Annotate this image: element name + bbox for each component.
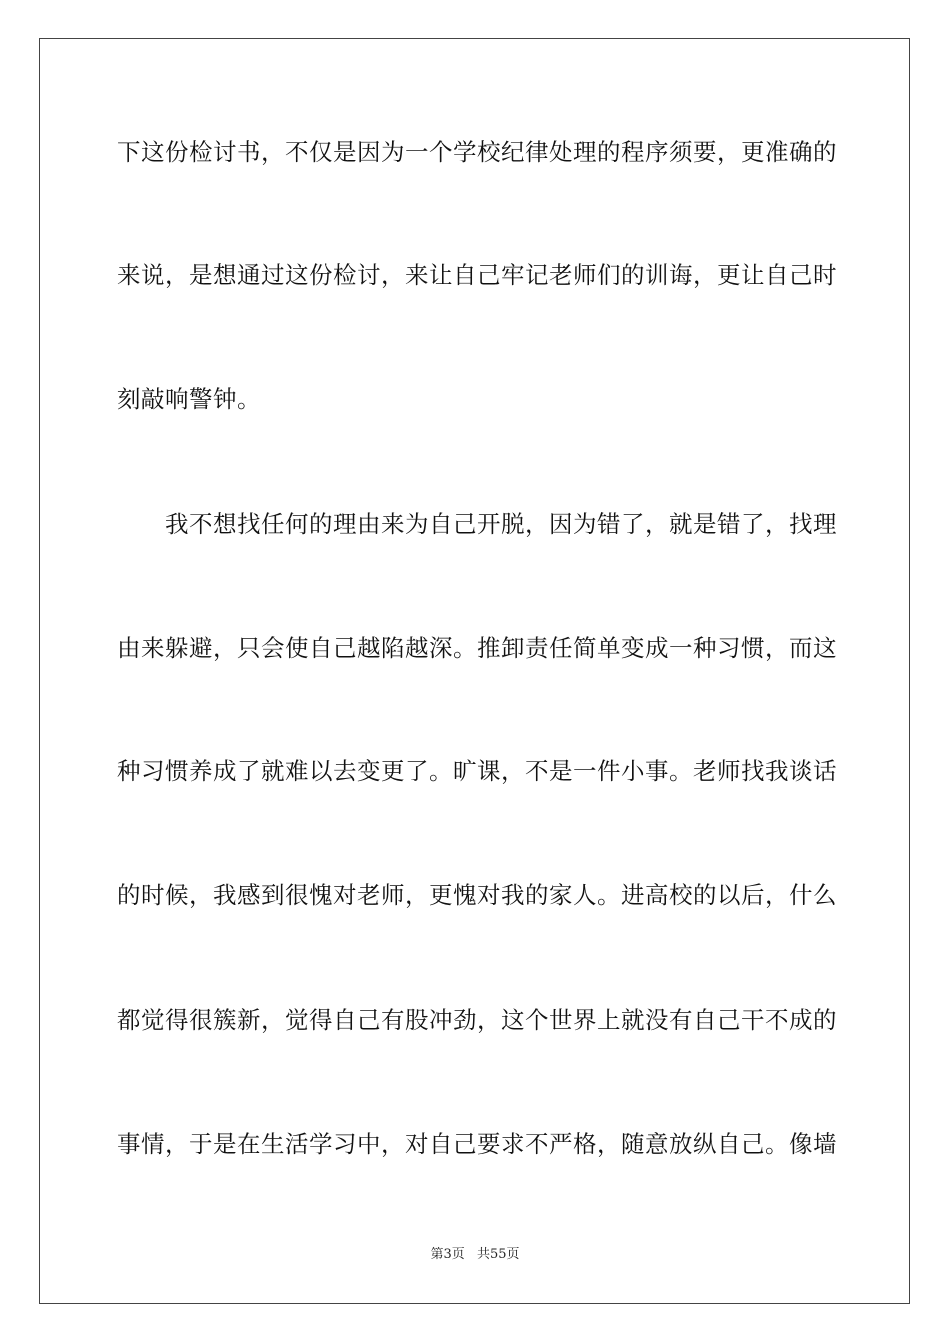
page-footer <box>0 1246 950 1264</box>
text-line-1: 下这份检讨书，不仅是因为一个学校纪律处理的程序须要，更准确的 <box>117 138 837 166</box>
text-line-2: 来说，是想通过这份检讨，来让自己牢记老师们的训诲，更让自己时 <box>117 261 837 289</box>
text-line-7: 的时候，我感到很愧对老师，更愧对我的家人。进高校的以后，什么 <box>117 881 837 909</box>
page-border <box>39 38 910 1304</box>
total-pages: 共55页 <box>476 1247 520 1262</box>
page-number: 第3页 <box>430 1247 465 1262</box>
text-line-8: 都觉得很簇新，觉得自己有股冲劲，这个世界上就没有自己干不成的 <box>117 1006 837 1034</box>
text-line-9: 事情，于是在生活学习中，对自己要求不严格，随意放纵自己。像墙 <box>117 1130 837 1158</box>
text-line-6: 种习惯养成了就难以去变更了。旷课，不是一件小事。老师找我谈话 <box>117 757 837 785</box>
text-line-3: 刻敲响警钟。 <box>117 385 261 413</box>
text-line-5: 由来躲避，只会使自己越陷越深。推卸责任简单变成一种习惯，而这 <box>117 634 837 662</box>
text-line-4: 我不想找任何的理由来为自己开脱，因为错了，就是错了，找理 <box>165 510 837 538</box>
